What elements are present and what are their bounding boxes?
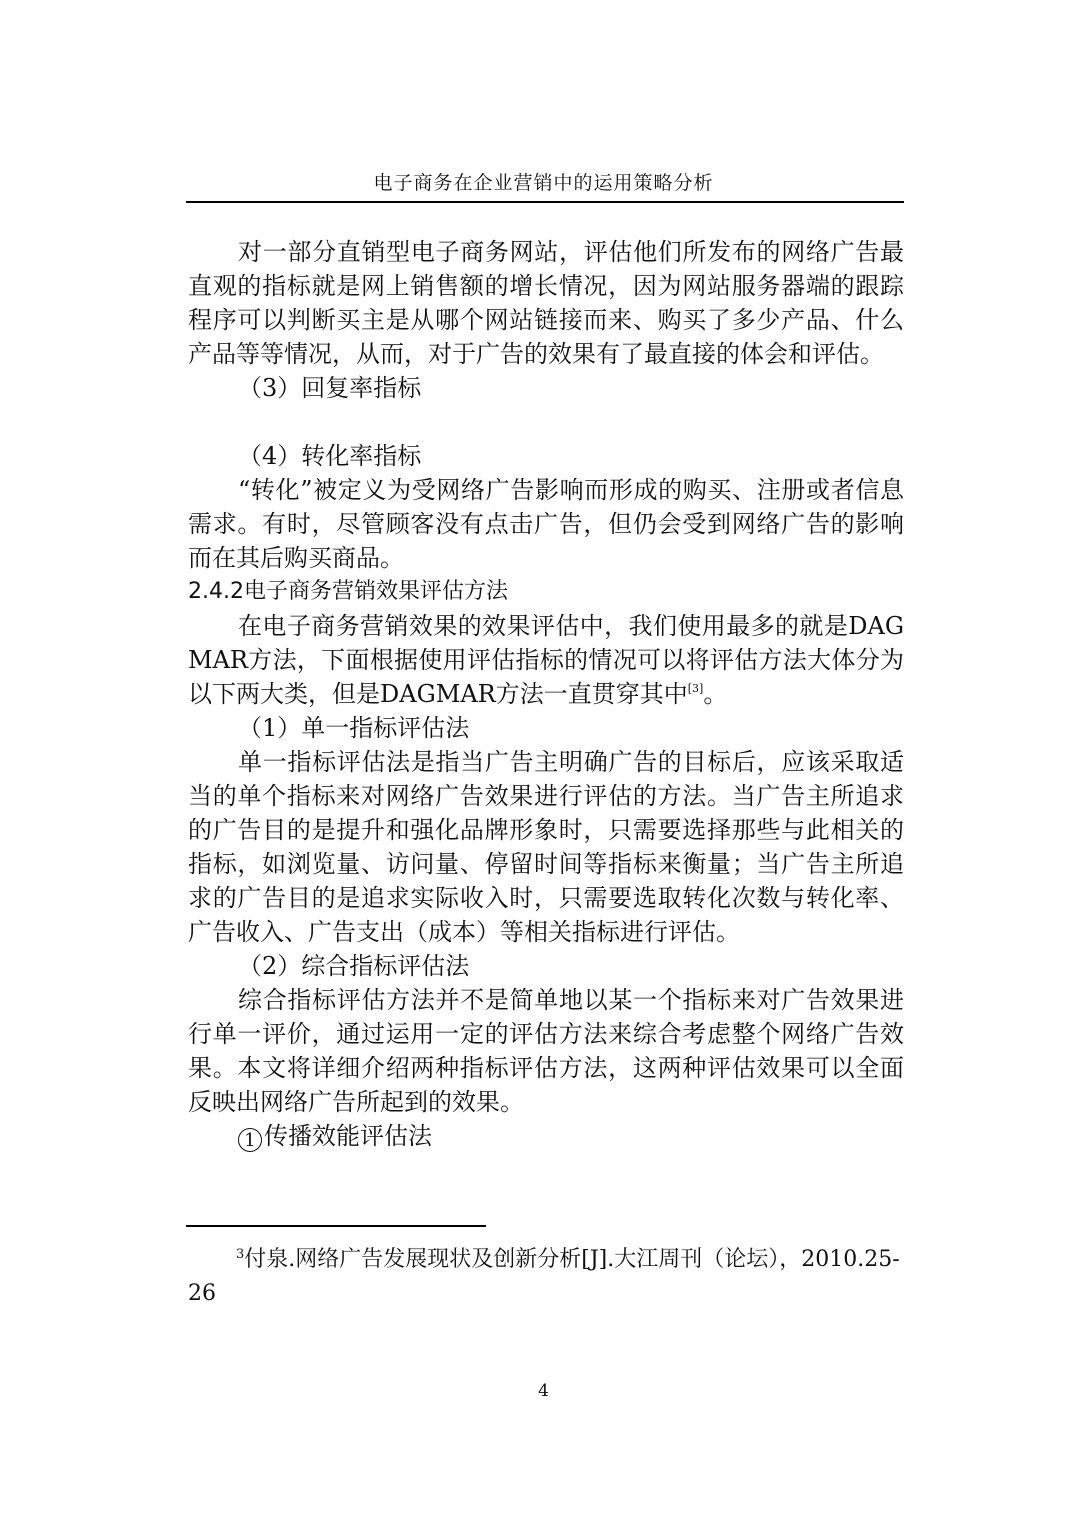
main-body (188, 235, 904, 1153)
citation-reference[interactable]: [3] (687, 682, 704, 695)
paragraph-dagmar-text: 在电子商务营销效果的效果评估中，我们使用最多的就是DAGMAR方法，下面根据使用评估指标的情况可以将评估方法大体分为以下两大类，但是DAGMAR方法一直贯穿其中 (188, 612, 904, 708)
sub-method-label: 传播效能评估法 (264, 1122, 432, 1150)
circled-number-icon: 1 (238, 1128, 262, 1152)
paragraph-dagmar (188, 609, 904, 711)
page-number: 4 (538, 1381, 549, 1401)
method-single-indicator-text: 单一指标评估法是指当广告主明确广告的目标后，应该采取适当的单个指标来对网络广告效果进行评估的方法。当广告主所追求的广告目的是提升和强化品牌形象时，只需要选择那些与此相关的指标，如浏览量、访问量、停留时间等指标来衡量；当广告主所追求的广告目的是追求实际收入时，只需要选取转化次数与转化率、广告收入、广告支出（成本）等相关指标进行评估。 (188, 748, 904, 946)
running-header: 电子商务在企业营销中的运用策略分析 (373, 172, 714, 194)
footnote-entry (188, 1243, 904, 1311)
header-rule (186, 201, 904, 203)
item-conversion-rate: （4）转化率指标 (238, 442, 422, 470)
footnote-number: 3 (236, 1247, 245, 1262)
sub-method-propagation-efficiency (188, 1119, 904, 1153)
paragraph-conversion-definition: “转化”被定义为受网络广告影响而形成的购买、注册或者信息需求。有时，尽管顾客没有点击广告，但仍会受到网络广告的影响而在其后购买商品。 (188, 476, 904, 572)
method-composite-indicator-text: 综合指标评估方法并不是简单地以某一个指标来对广告效果进行单一评价，通过运用一定的评估方法来综合考虑整个网络广告效果。本文将详细介绍两种指标评估方法，这两种评估效果可以全面反映出网络广告所起到的效果。 (188, 986, 904, 1116)
method-single-indicator-title: （1）单一指标评估法 (238, 714, 470, 742)
blank-line (188, 405, 904, 439)
footnote (188, 1243, 904, 1311)
section-heading-2-4-2: 2.4.2电子商务营销效果评估方法 (188, 579, 508, 604)
paragraph-direct-sales: 对一部分直销型电子商务网站，评估他们所发布的网络广告最直观的指标就是网上销售额的增长情况，因为网站服务器端的跟踪程序可以判断买主是从哪个网站链接而来、购买了多少产品、什么产品等等情况，从而，对于广告的效果有了最直接的体会和评估。 (188, 238, 904, 368)
item-reply-rate: （3）回复率指标 (238, 374, 422, 402)
footnote-separator (186, 1225, 486, 1227)
footnote-text: 付泉.网络广告发展现状及创新分析[J].大江周刊（论坛），2010.25-26 (188, 1247, 900, 1306)
paragraph-dagmar-end: 。 (703, 680, 728, 708)
method-composite-indicator-title: （2）综合指标评估法 (238, 952, 470, 980)
